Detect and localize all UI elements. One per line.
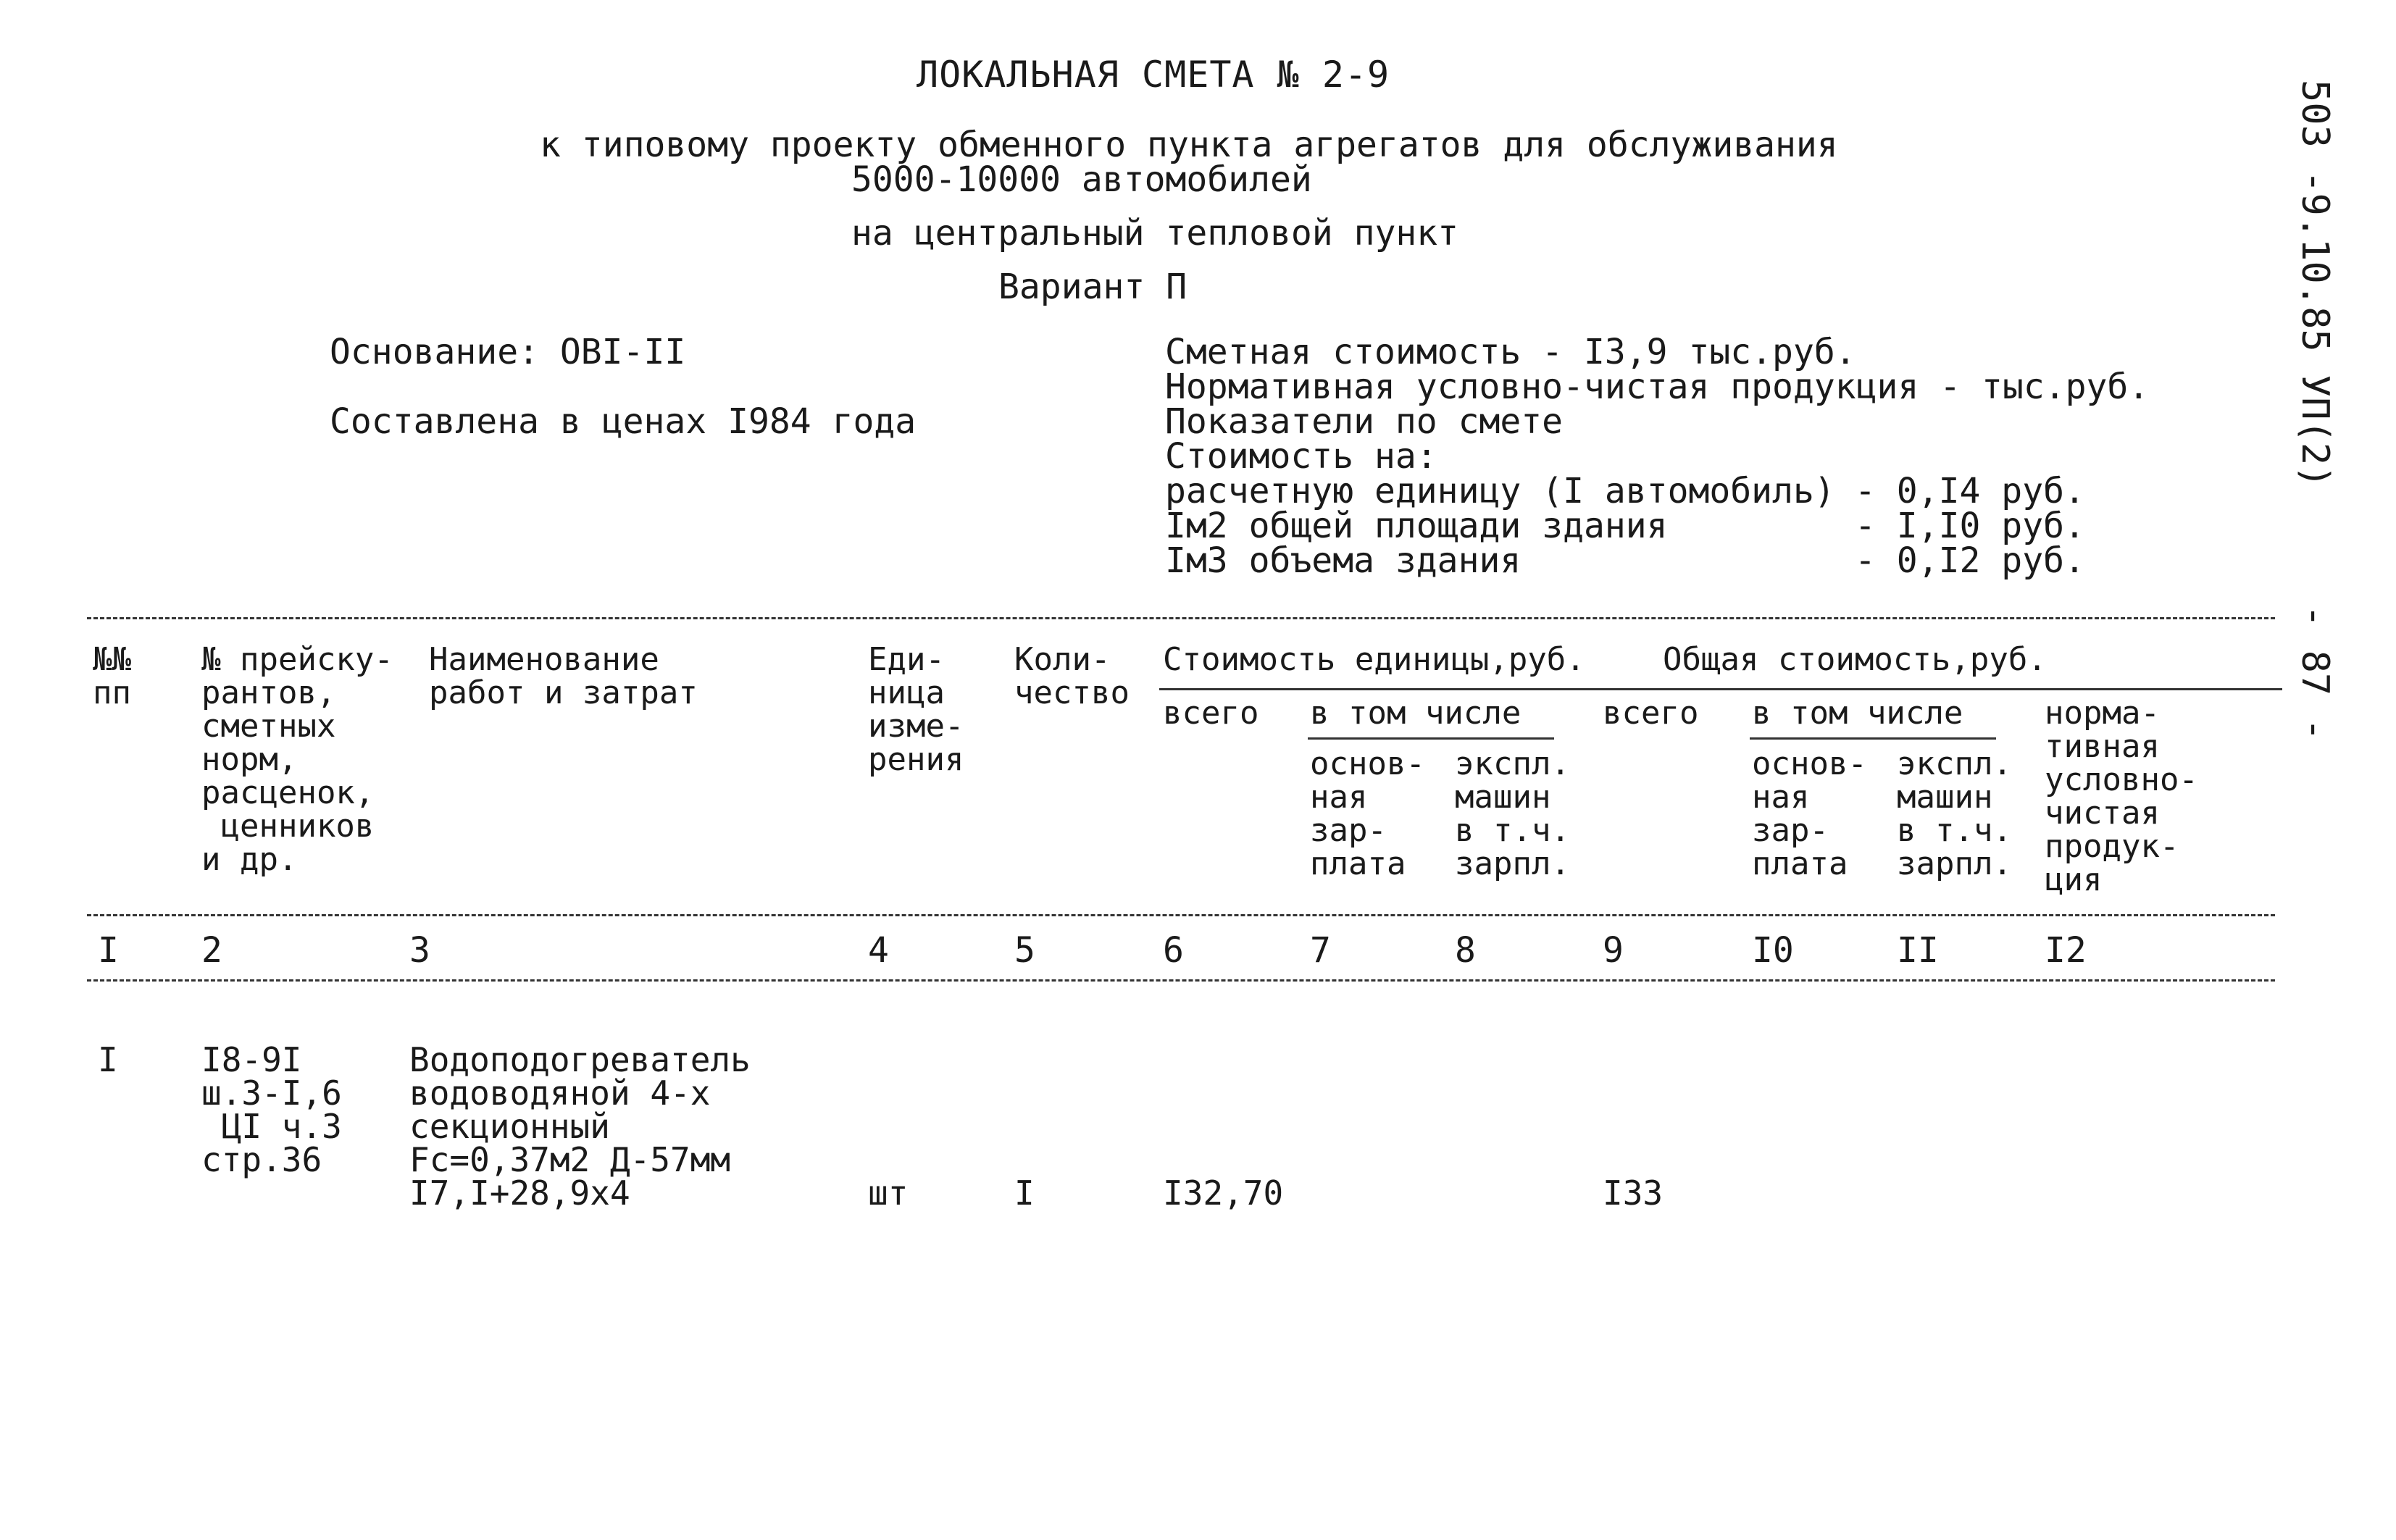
total-cost-group-header: Общая стоимость,руб. [1663, 641, 2047, 678]
header-bottom-rule [87, 914, 2275, 916]
variant-label: Вариант П [998, 267, 1187, 307]
cost-per-unit-label: расчетную единицу (I автомобиль) [1165, 471, 1835, 511]
basis-osnovanie: Основание: ОВI-II [330, 332, 686, 372]
cost-per-m3-label: Iм3 объема здания [1165, 540, 1521, 581]
col-qty-header: Коли- чество [1014, 641, 1130, 711]
total-machines-header: экспл. машин в т.ч. зарпл. [1897, 745, 2012, 882]
col-number: I0 [1752, 930, 1794, 971]
cost-per-m3-value: - 0,I2 руб. [1855, 540, 2085, 581]
col-name-header: Наименование работ и затрат [429, 641, 698, 711]
unit-machines-header: экспл. машин в т.ч. зарпл. [1455, 745, 1570, 882]
col-number: 6 [1163, 930, 1184, 971]
col-number: 9 [1603, 930, 1624, 971]
normative-product-header: норма- тивная условно- чистая продук- ция [2045, 695, 2198, 898]
row-name: Водоподогреватель водоводяной 4-х секционный Fc=0,37м2 Д-57мм I7,I+28,9х4 [409, 1040, 751, 1213]
side-page-number: - 87 - [2293, 605, 2337, 741]
col-number: 7 [1310, 930, 1331, 971]
subtitle-line-1: к типовому проекту обменного пункта агрегатов для обслуживания [540, 125, 1838, 165]
col-pp-header: №№ пп [93, 641, 131, 711]
col-unit-header: Еди- ница изме- рения [868, 641, 964, 778]
col-code-header: № прейску- рантов, сметных норм, расценок, ценников и др. [201, 641, 393, 878]
total-cost-total-header: всего [1603, 695, 1699, 732]
col-number: 3 [409, 930, 430, 971]
table-top-rule [87, 617, 2275, 619]
estimate-cost: Сметная стоимость - I3,9 тыс.руб. [1165, 332, 1856, 372]
row-unit: шт [868, 1173, 909, 1213]
unit-cost-breakdown-header: в том числе [1310, 695, 1521, 732]
row-total-cost: I33 [1603, 1173, 1664, 1213]
total-breakdown-underline [1750, 737, 1996, 740]
cost-per-heading: Стоимость на: [1165, 436, 1437, 477]
total-cost-breakdown-header: в том числе [1752, 695, 1963, 732]
document-title: ЛОКАЛЬНАЯ СМЕТА № 2-9 [917, 54, 1390, 96]
col-number: 4 [868, 930, 889, 971]
col-number: II [1897, 930, 1939, 971]
basis-prices: Составлена в ценах I984 года [330, 401, 917, 442]
row-qty: I [1014, 1173, 1035, 1213]
estimate-indicators: Показатели по смете [1165, 401, 1564, 442]
row-unit-cost-total: I32,70 [1163, 1173, 1284, 1213]
cost-per-m2-label: Iм2 общей площади здания [1165, 506, 1668, 546]
normative-product: Нормативная условно-чистая продукция - тыс.руб. [1165, 367, 2150, 407]
unit-cost-group-header: Стоимость единицы,руб. [1163, 641, 1585, 678]
side-stamp: 503 -9.10.85 УП(2) [2293, 80, 2337, 488]
row-pp: I [98, 1040, 118, 1079]
cost-group-rule [1159, 688, 2282, 690]
unit-cost-total-header: всего [1163, 695, 1259, 732]
numbers-bottom-rule [87, 979, 2275, 982]
cost-per-unit-value: - 0,I4 руб. [1855, 471, 2085, 511]
col-number: 8 [1455, 930, 1476, 971]
total-salary-header: основ- ная зар- плата [1752, 745, 1867, 882]
subtitle-line-3: на центральный тепловой пункт [851, 213, 1459, 254]
unit-salary-header: основ- ная зар- плата [1310, 745, 1425, 882]
col-number: I [98, 930, 119, 971]
cost-per-m2-value: - I,I0 руб. [1855, 506, 2085, 546]
col-number: 5 [1014, 930, 1035, 971]
unit-breakdown-underline [1308, 737, 1554, 740]
row-code: I8-9I ш.3-I,6 ЦI ч.3 стр.36 [201, 1040, 342, 1179]
subtitle-line-2: 5000-10000 автомобилей [851, 159, 1312, 200]
col-number: I2 [2045, 930, 2087, 971]
col-number: 2 [201, 930, 222, 971]
